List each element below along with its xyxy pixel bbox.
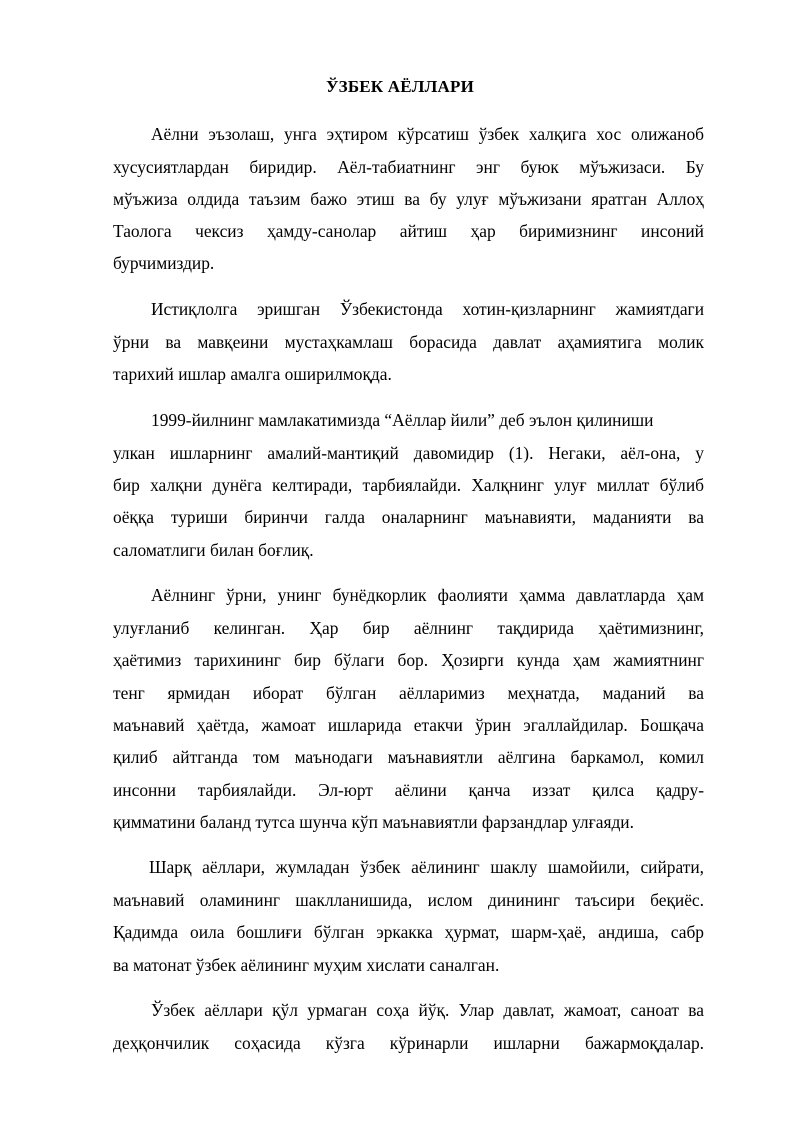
paragraph-4-line-3: ҳаётимиз тарихининг бир бўлаги бор. Ҳозирги кунда ҳам жамиятнинг <box>113 650 704 670</box>
paragraph-3-line-1: 1999-йилнинг мамлакатимизда “Аёллар йили” деб эълон қилиниши <box>151 410 654 430</box>
paragraph-1-line-5: бурчимиздир. <box>113 253 215 273</box>
paragraph-6-line-1: Ўзбек аёллари қўл урмаган соҳа йўқ. Улар давлат, жамоат, саноат ва <box>151 1000 704 1020</box>
paragraph-3-line-4: оёққа туриши биринчи галда оналарнинг маънавияти, маданияти ва <box>113 507 704 527</box>
paragraph-1-line-1: Аёлни эъзолаш, унга эҳтиром кўрсатиш ўзбек халқига хос олижаноб <box>151 124 704 144</box>
paragraph-4-line-8: қимматини баланд тутса шунча кўп маънавиятли фарзандлар улғаяди. <box>113 812 634 832</box>
paragraph-5-line-1: Шарқ аёллари, жумладан ўзбек аёлининг шаклу шамойили, сийрати, <box>149 857 704 877</box>
paragraph-4-line-1: Аёлнинг ўрни, унинг бунёдкорлик фаолияти ҳамма давлатларда ҳам <box>151 585 704 605</box>
paragraph-3-line-3: бир халқни дунёга келтиради, тарбиялайди. Халқнинг улуғ миллат бўлиб <box>113 475 704 495</box>
paragraph-2-line-2: ўрни ва мавқеини мустаҳкамлаш борасида давлат аҳамиятига молик <box>113 332 704 352</box>
paragraph-4-line-2: улуғланиб келинган. Ҳар бир аёлнинг тақдирида ҳаётимизнинг, <box>113 618 704 638</box>
paragraph-5-line-3: Қадимда оила бошлиғи бўлган эркакка ҳурмат, шарм-ҳаё, андиша, сабр <box>113 922 704 942</box>
paragraph-3-line-5: саломатлиги билан боғлиқ. <box>113 540 314 560</box>
paragraph-4-line-4: тенг ярмидан иборат бўлган аёлларимиз меҳнатда, маданий ва <box>113 683 704 703</box>
paragraph-4-line-7: инсонни тарбиялайди. Эл-юрт аёлини қанча иззат қилса қадру- <box>113 780 704 800</box>
paragraph-2-line-1: Истиқлолга эришган Ўзбекистонда хотин-қизларнинг жамиятдаги <box>151 299 704 319</box>
paragraph-5-line-2: маънавий оламининг шаклланишида, ислом динининг таъсири беқиёс. <box>113 890 704 910</box>
paragraph-5-line-4: ва матонат ўзбек аёлининг муҳим хислати саналган. <box>113 955 500 975</box>
paragraph-1-line-3: мўъжиза олдида таъзим бажо этиш ва бу улуғ мўъжизани яратган Аллоҳ <box>113 189 704 209</box>
paragraph-4-line-5: маънавий ҳаётда, жамоат ишларида етакчи ўрин эгаллайдилар. Бошқача <box>113 715 704 735</box>
paragraph-2-line-3: тарихий ишлар амалга оширилмоқда. <box>113 364 392 384</box>
paragraph-1-line-2: хусусиятлардан биридир. Аёл-табиатнинг энг буюк мўъжизаси. Бу <box>113 157 704 177</box>
paragraph-4-line-6: қилиб айтганда том маънодаги маънавиятли аёлгина баркамол, комил <box>113 747 704 767</box>
paragraph-3-line-2: улкан ишларнинг амалий-мантиқий давомидир (1). Негаки, аёл-она, у <box>113 443 704 463</box>
document-title: ЎЗБЕК АЁЛЛАРИ <box>325 77 475 96</box>
paragraph-1-line-4: Таолога чексиз ҳамду-санолар айтиш ҳар биримизнинг инсоний <box>113 221 704 241</box>
paragraph-6-line-2: деҳқончилик соҳасида кўзга кўринарли ишларни бажармоқдалар. <box>113 1033 704 1053</box>
